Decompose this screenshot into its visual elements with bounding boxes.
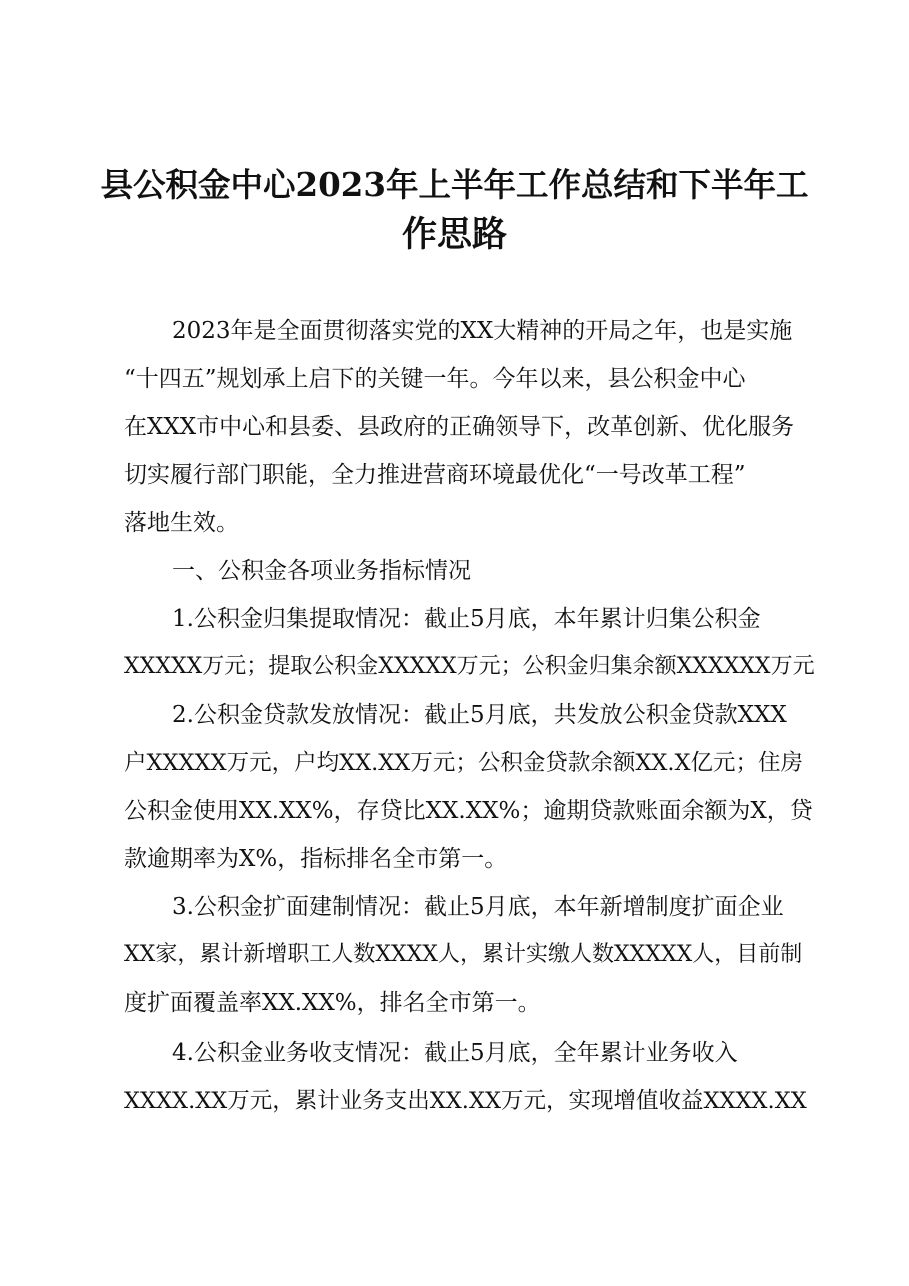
paragraph-line: 款逾期率为X%，指标排名全市第一。 bbox=[124, 846, 508, 872]
document-title-line-2: 作思路 bbox=[401, 214, 507, 255]
paragraph-line: 公积金使用XX.XX%，存贷比XX.XX%；逾期贷款账面余额为X，贷 bbox=[124, 798, 813, 824]
paragraph-line: 切实履行部门职能，全力推进营商环境最优化“一号改革工程” bbox=[124, 462, 746, 488]
document-title-line-1: 县公积金中心2023年上半年工作总结和下半年工 bbox=[100, 165, 809, 204]
paragraph-line: XXXXX万元；提取公积金XXXXX万元；公积金归集余额XXXXXX万元 bbox=[124, 654, 815, 679]
section-heading: 一、公积金各项业务指标情况 bbox=[172, 558, 471, 584]
paragraph-line: 度扩面覆盖率XX.XX%，排名全市第一。 bbox=[124, 990, 541, 1016]
paragraph-line: 2023年是全面贯彻落实党的XX大精神的开局之年，也是实施 bbox=[172, 318, 793, 344]
paragraph-line: 户XXXXX万元，户均XX.XX万元；公积金贷款余额XX.X亿元；住房 bbox=[124, 750, 804, 776]
paragraph-line: 4.公积金业务收支情况：截止5月底，全年累计业务收入 bbox=[172, 1040, 738, 1066]
paragraph-line: 3.公积金扩面建制情况：截止5月底，本年新增制度扩面企业 bbox=[172, 894, 784, 920]
paragraph-line: XXXX.XX万元，累计业务支出XX.XX万元，实现增值收益XXXX.XX bbox=[124, 1088, 807, 1114]
paragraph-line: “十四五”规划承上启下的关键一年。今年以来，县公积金中心 bbox=[124, 366, 746, 392]
paragraph-line: XX家，累计新增职工人数XXXX人，累计实缴人数XXXXX人，目前制 bbox=[124, 942, 803, 967]
paragraph-line: 落地生效。 bbox=[124, 510, 239, 536]
paragraph-line: 1.公积金归集提取情况：截止5月底，本年累计归集公积金 bbox=[172, 606, 761, 632]
paragraph-line: 2.公积金贷款发放情况：截止5月底，共发放公积金贷款XXX bbox=[172, 702, 787, 728]
paragraph-line: 在XXX市中心和县委、县政府的正确领导下，改革创新、优化服务 bbox=[124, 414, 795, 440]
